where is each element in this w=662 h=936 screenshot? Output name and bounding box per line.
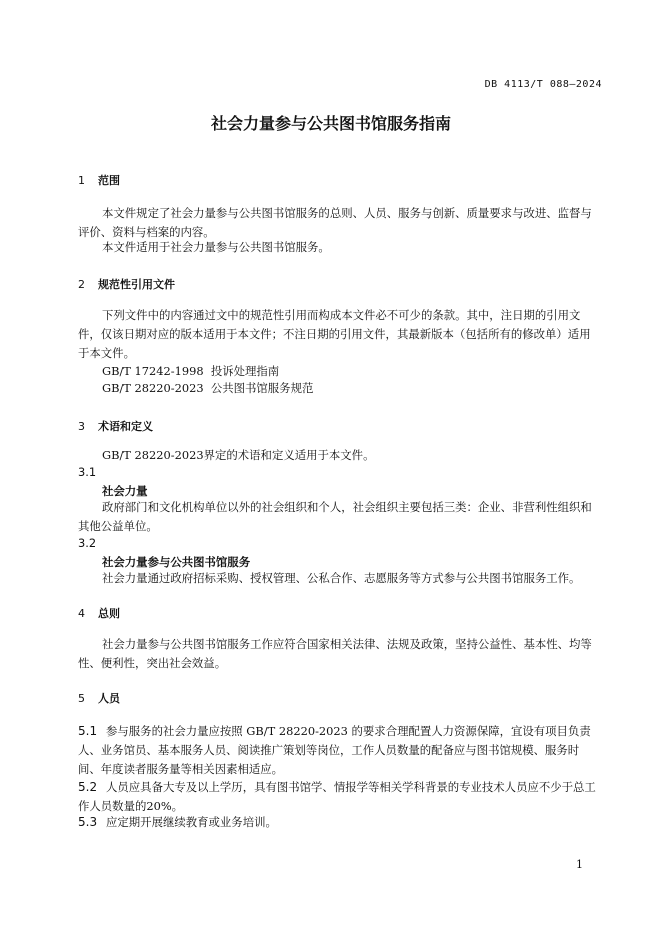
clause-number: 5.3 (78, 815, 98, 829)
clause-number: 5.1 (78, 724, 98, 738)
section-title: 术语和定义 (98, 420, 153, 433)
term-2-name: 社会力量参与公共图书馆服务 (102, 555, 251, 569)
section-number: 5 (78, 692, 85, 705)
section-title: 规范性引用文件 (98, 278, 175, 291)
section-1-para-1: 本文件规定了社会力量参与公共图书馆服务的总则、人员、服务与创新、质量要求与改进、监督与评价、资料与档案的内容。 (78, 206, 592, 239)
section-1-heading (78, 172, 120, 188)
section-title: 范围 (98, 174, 120, 187)
section-1-para-2: 本文件适用于社会力量参与公共图书馆服务。 (102, 240, 330, 254)
section-number: 1 (78, 174, 85, 187)
term-1-name: 社会力量 (102, 484, 148, 498)
clause-5-2 (78, 778, 600, 816)
document-title: 社会力量参与公共图书馆服务指南 (210, 114, 451, 133)
clause-text: 参与服务的社会力量应按照 GB/T 28220-2023 的要求合理配置人力资源保障，宜设有项目负责人、业务馆员、基本服务人员、阅读推广策划等岗位，工作人员数量的配备应与图书馆规模、服务时间、年度读者服务量等相关因素相适应。 (78, 724, 591, 776)
clause-text: 人员应具备大专及以上学历，具有图书馆学、情报学等相关学科背景的专业技术人员应不少于总工作人员数量的20%。 (78, 780, 596, 813)
reference-2: GB/T 28220-2023 公共图书馆服务规范 (102, 381, 314, 395)
clause-5-3 (78, 813, 600, 832)
document-code: DB 4113/T 088—2024 (484, 79, 602, 90)
reference-1: GB/T 17242-1998 投诉处理指南 (102, 364, 280, 378)
clause-number: 5.2 (78, 780, 98, 794)
section-title: 总则 (98, 607, 120, 620)
term-2-definition: 社会力量通过政府招标采购、授权管理、公私合作、志愿服务等方式参与公共图书馆服务工作。 (102, 571, 581, 585)
section-number: 2 (78, 278, 85, 291)
section-title: 人员 (98, 692, 120, 705)
section-2-heading (78, 276, 175, 292)
term-2-number: 3.2 (78, 536, 97, 550)
clause-5-1 (78, 722, 600, 779)
section-number: 3 (78, 420, 85, 433)
term-1-number: 3.1 (78, 465, 97, 479)
section-3-para-1: GB/T 28220-2023界定的术语和定义适用于本文件。 (102, 448, 375, 462)
section-5-heading (78, 690, 120, 706)
term-1-definition: 政府部门和文化机构单位以外的社会组织和个人，社会组织主要包括三类：企业、非营利性组织和其他公益单位。 (78, 500, 592, 533)
clause-text: 应定期开展继续教育或业务培训。 (106, 815, 277, 829)
page-number: 1 (576, 858, 583, 871)
section-3-heading (78, 418, 153, 434)
section-4-para-1: 社会力量参与公共图书馆服务工作应符合国家相关法律、法规及政策，坚持公益性、基本性、均等性、便利性，突出社会效益。 (78, 637, 592, 670)
section-4-heading (78, 605, 120, 621)
section-number: 4 (78, 607, 85, 620)
section-2-para-1: 下列文件中的内容通过文中的规范性引用而构成本文件必不可少的条款。其中，注日期的引用文件，仅该日期对应的版本适用于本文件；不注日期的引用文件，其最新版本（包括所有的修改单）适用于本文件。 (78, 308, 591, 360)
